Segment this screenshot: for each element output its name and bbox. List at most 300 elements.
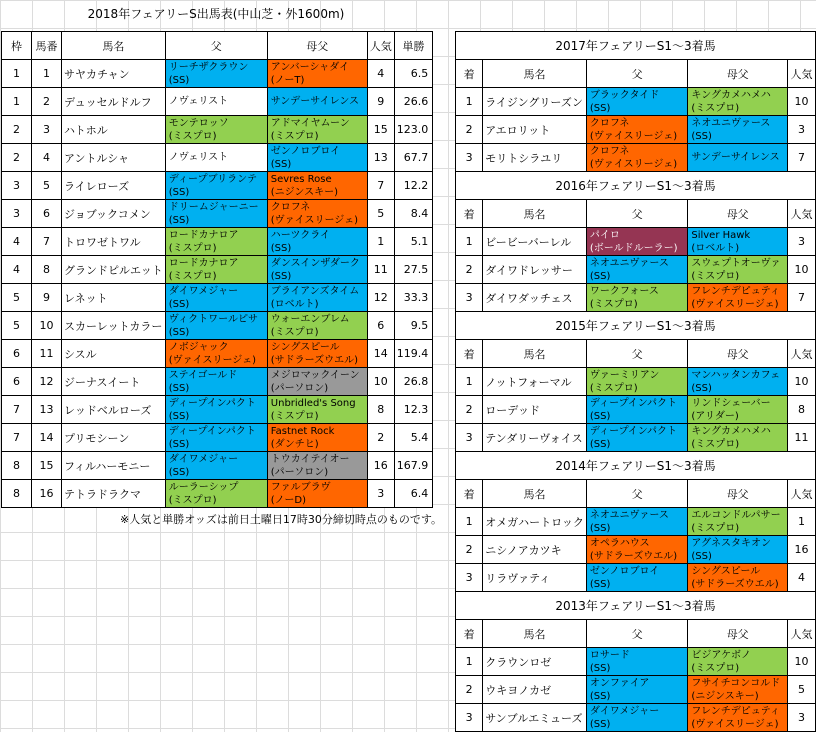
waku-cell: 3 (2, 172, 32, 200)
popularity-cell: 1 (367, 228, 394, 256)
sire-cell-line: リーチザクラウン (168, 61, 249, 73)
waku-cell: 8 (2, 480, 32, 508)
sire-cell-line: ネオユニヴァース (589, 257, 669, 269)
sire-cell-line: ディープインパクト (589, 425, 677, 437)
popularity-cell: 2 (367, 424, 394, 452)
rank-cell: 2 (456, 256, 483, 284)
bms-cell-line: クロフネ (270, 201, 311, 213)
popularity-cell: 14 (367, 340, 394, 368)
horse-name-cell: プリモシーン (62, 424, 166, 452)
umaban-cell: 16 (32, 480, 62, 508)
bms-cell-line: ハーツクライ (270, 229, 330, 241)
bms-cell-line: (ニジンスキー) (691, 690, 759, 702)
bms-cell-line: (ニジンスキー) (270, 186, 339, 198)
section-title-row (456, 312, 816, 340)
table-row (456, 424, 816, 452)
table-row (456, 144, 816, 172)
bms-cell (267, 312, 367, 340)
header-popularity: 人気 (788, 60, 816, 88)
umaban-cell: 15 (32, 452, 62, 480)
bms-cell-line: (SS) (691, 130, 712, 142)
odds-cell: 8.4 (394, 200, 433, 228)
table-row (2, 88, 433, 116)
table-row (2, 60, 433, 88)
rank-cell: 3 (456, 424, 483, 452)
bms-cell-line: (サドラーズウエル) (270, 354, 359, 366)
popularity-cell: 16 (367, 452, 394, 480)
table-row (2, 256, 433, 284)
sire-cell-line: ゼンノロブロイ (589, 565, 660, 577)
header-sire: 父 (586, 620, 687, 648)
section-header-row (456, 200, 816, 228)
popularity-cell: 12 (367, 284, 394, 312)
odds-cell: 5.1 (394, 228, 433, 256)
header-popularity: 人気 (788, 620, 816, 648)
sire-cell (165, 368, 267, 396)
waku-cell: 7 (2, 396, 32, 424)
waku-cell: 1 (2, 88, 32, 116)
sire-cell-line: モンテロッソ (168, 117, 229, 129)
header-sire: 父 (586, 480, 687, 508)
section-title-row (456, 32, 816, 60)
umaban-cell: 1 (32, 60, 62, 88)
bms-cell-line: ウォーエンブレム (270, 313, 350, 325)
rank-cell: 1 (456, 228, 483, 256)
bms-cell (267, 284, 367, 312)
table-row (456, 536, 816, 564)
bms-cell-line: ゼンノロブロイ (270, 145, 341, 157)
sire-cell-line: (SS) (168, 74, 190, 86)
bms-cell-line: エルコンドルパサー (691, 509, 781, 521)
horse-name-cell: シスル (62, 340, 166, 368)
bms-cell-line: キングカメハメハ (691, 425, 771, 437)
bms-cell-line: Unbridled's Song (270, 397, 356, 409)
sire-cell-line: クロフネ (589, 117, 630, 129)
horse-name-cell: アエロリット (483, 116, 587, 144)
table-row (456, 564, 816, 592)
popularity-cell: 1 (788, 508, 816, 536)
sire-cell-line: (SS) (168, 382, 190, 394)
horse-name-cell: レネット (62, 284, 166, 312)
horse-name-cell: ローデッド (483, 396, 587, 424)
rank-cell: 3 (456, 564, 483, 592)
header-name: 馬名 (483, 620, 587, 648)
sire-cell-line: ロードカナロア (168, 257, 239, 269)
section-header-row (456, 60, 816, 88)
umaban-cell: 6 (32, 200, 62, 228)
waku-cell: 2 (2, 116, 32, 144)
bms-cell (688, 564, 788, 592)
sire-cell-line: (SS) (589, 438, 611, 450)
popularity-cell: 10 (788, 368, 816, 396)
sire-cell-line: ワークフォース (589, 285, 659, 297)
rank-cell: 3 (456, 144, 483, 172)
sire-cell (165, 88, 267, 116)
sire-cell (586, 396, 687, 424)
sire-cell (586, 144, 687, 172)
bms-cell (688, 144, 788, 172)
odds-cell: 167.9 (394, 452, 433, 480)
section-title: 2015年フェアリーS1〜3着馬 (456, 312, 816, 340)
table-row (456, 648, 816, 676)
bms-cell (267, 144, 367, 172)
bms-cell-line: シングスピール (270, 341, 340, 353)
table-row (2, 144, 433, 172)
waku-cell: 6 (2, 340, 32, 368)
entry-header-row (2, 32, 433, 60)
sire-cell-line: ドリームジャーニー (168, 201, 259, 213)
sire-cell (165, 284, 267, 312)
bms-cell-line: フレンチデピュティ (691, 285, 780, 297)
table-row (2, 452, 433, 480)
table-row (2, 200, 433, 228)
sire-cell (586, 228, 687, 256)
bms-cell-line: ダンスインザダーク (270, 257, 360, 269)
bms-cell-line: ネオユニヴァース (691, 117, 771, 129)
waku-cell: 1 (2, 60, 32, 88)
header-rank: 着 (456, 60, 483, 88)
bms-cell (267, 172, 367, 200)
horse-name-cell: グランドピルエット (62, 256, 166, 284)
rank-cell: 1 (456, 508, 483, 536)
popularity-cell: 9 (367, 88, 394, 116)
horse-name-cell: ノットフォーマル (483, 368, 587, 396)
sire-cell (165, 396, 267, 424)
popularity-cell: 13 (367, 144, 394, 172)
table-row (2, 368, 433, 396)
bms-cell-line: (SS) (270, 158, 292, 170)
bms-cell (688, 424, 788, 452)
umaban-cell: 12 (32, 368, 62, 396)
popularity-cell: 5 (788, 676, 816, 704)
header-name: 馬名 (483, 340, 587, 368)
sire-cell (586, 256, 687, 284)
sire-cell-line: (ミスプロ) (589, 298, 638, 310)
sire-cell-line: ディープブリランテ (168, 173, 258, 185)
umaban-cell: 5 (32, 172, 62, 200)
bms-cell-line: トウカイテイオー (270, 453, 350, 465)
bms-cell-line: シングスピール (691, 565, 761, 577)
waku-cell: 3 (2, 200, 32, 228)
table-row (2, 396, 433, 424)
popularity-cell: 11 (367, 256, 394, 284)
bms-cell-line: (ヴァイスリージェ) (691, 298, 779, 310)
bms-cell (267, 88, 367, 116)
bms-cell-line: サンデーサイレンス (270, 96, 360, 107)
popularity-cell: 6 (367, 312, 394, 340)
bms-cell-line: (ミスプロ) (691, 438, 740, 450)
sire-cell-line: ノボジャック (168, 341, 229, 353)
sire-cell-line: ルーラーシップ (168, 481, 239, 493)
bms-cell (688, 648, 788, 676)
sire-cell-line: (ヴァイスリージェ) (168, 354, 256, 366)
sire-cell (165, 228, 267, 256)
popularity-cell: 5 (367, 200, 394, 228)
sire-cell (586, 564, 687, 592)
bms-cell-line: (アリダー) (691, 410, 739, 422)
waku-cell: 5 (2, 312, 32, 340)
section-title-row (456, 592, 816, 620)
sire-cell-line: (サドラーズウエル) (589, 550, 678, 562)
bms-cell (688, 284, 788, 312)
horse-name-cell: サヤカチャン (62, 60, 166, 88)
odds-cell: 6.5 (394, 60, 433, 88)
section-title: 2014年フェアリーS1〜3着馬 (456, 452, 816, 480)
sire-cell-line: (ミスプロ) (168, 494, 217, 506)
popularity-cell: 11 (788, 424, 816, 452)
bms-cell (267, 368, 367, 396)
bms-cell-line: (SS) (691, 382, 712, 394)
sire-cell-line: ダイワメジャー (168, 453, 239, 465)
rank-cell: 1 (456, 368, 483, 396)
bms-cell-line: (SS) (691, 550, 712, 562)
horse-name-cell: アントルシャ (62, 144, 166, 172)
umaban-cell: 11 (32, 340, 62, 368)
table-row (456, 704, 816, 732)
rank-cell: 1 (456, 648, 483, 676)
header-bms: 母父 (688, 620, 788, 648)
bms-cell-line: フレンチデピュティ (691, 705, 780, 717)
table-row (2, 312, 433, 340)
sire-cell-line: オペラハウス (589, 537, 650, 549)
bms-cell-line: (パーソロン) (270, 466, 329, 478)
table-row (2, 228, 433, 256)
rank-cell: 2 (456, 396, 483, 424)
section-title: 2016年フェアリーS1〜3着馬 (456, 172, 816, 200)
header-sire: 父 (586, 200, 687, 228)
sire-cell (586, 88, 687, 116)
header-bms: 母父 (688, 480, 788, 508)
header-bms: 母父 (688, 200, 788, 228)
odds-cell: 6.4 (394, 480, 433, 508)
bms-cell (688, 396, 788, 424)
header-rank: 着 (456, 200, 483, 228)
horse-name-cell: ライレローズ (62, 172, 166, 200)
bms-cell-line: Sevres Rose (270, 173, 332, 185)
table-row (2, 284, 433, 312)
bms-cell-line: (ミスプロ) (270, 410, 319, 422)
bms-cell-line: (ミスプロ) (270, 326, 319, 338)
bms-cell-line: (SS) (270, 270, 292, 282)
popularity-cell: 10 (788, 648, 816, 676)
sire-cell (586, 424, 687, 452)
umaban-cell: 14 (32, 424, 62, 452)
waku-cell: 6 (2, 368, 32, 396)
waku-cell: 5 (2, 284, 32, 312)
sire-cell-line: (SS) (589, 662, 611, 674)
sire-cell (165, 144, 267, 172)
section-header-row (456, 340, 816, 368)
popularity-cell: 3 (788, 228, 816, 256)
sire-cell-line: (SS) (589, 410, 611, 422)
sire-cell-line: ディープインパクト (168, 397, 256, 409)
sire-cell-line: ディープインパクト (589, 397, 677, 409)
bms-cell-line: (SS) (270, 242, 292, 254)
popularity-cell: 3 (788, 116, 816, 144)
header-odds: 単勝 (394, 32, 433, 60)
horse-name-cell: スカーレットカラー (62, 312, 166, 340)
sire-cell (586, 508, 687, 536)
horse-name-cell: ライジングリーズン (483, 88, 587, 116)
popularity-cell: 4 (788, 564, 816, 592)
odds-cell: 12.3 (394, 396, 433, 424)
sire-cell-line: (ミスプロ) (589, 382, 638, 394)
bms-cell-line: (ミスプロ) (691, 662, 740, 674)
horse-name-cell: ビービーバーレル (483, 228, 587, 256)
sire-cell-line: ネオユニヴァース (589, 509, 669, 521)
bms-cell (688, 88, 788, 116)
sire-cell (165, 256, 267, 284)
rank-cell: 2 (456, 676, 483, 704)
horse-name-cell: トロワゼトワル (62, 228, 166, 256)
horse-name-cell: テンダリーヴォイス (483, 424, 587, 452)
rank-cell: 3 (456, 704, 483, 732)
bms-cell-line: (ミスプロ) (691, 522, 740, 534)
horse-name-cell: レッドベルローズ (62, 396, 166, 424)
horse-name-cell: ダイワダッチェス (483, 284, 587, 312)
umaban-cell: 13 (32, 396, 62, 424)
bms-cell (688, 228, 788, 256)
rank-cell: 1 (456, 88, 483, 116)
sire-cell (586, 368, 687, 396)
sire-cell (165, 116, 267, 144)
header-name: 馬名 (62, 32, 166, 60)
table-row (456, 116, 816, 144)
bms-cell (267, 228, 367, 256)
table-row (2, 340, 433, 368)
popularity-cell: 4 (367, 60, 394, 88)
sire-cell-line: (SS) (168, 186, 190, 198)
sire-cell-line: ヴィクトワールピサ (168, 313, 258, 325)
odds-cell: 33.3 (394, 284, 433, 312)
bms-cell-line: リンドシェーバー (691, 397, 771, 409)
waku-cell: 8 (2, 452, 32, 480)
rank-cell: 2 (456, 536, 483, 564)
bms-cell-line: (ヴァイスリージェ) (270, 214, 358, 226)
bms-cell (688, 368, 788, 396)
sire-cell-line: (SS) (168, 466, 190, 478)
bms-cell (267, 200, 367, 228)
popularity-cell: 10 (788, 256, 816, 284)
table-row (2, 424, 433, 452)
header-sire: 父 (586, 60, 687, 88)
popularity-cell: 8 (788, 396, 816, 424)
header-name: 馬名 (483, 480, 587, 508)
horse-name-cell: クラウンロゼ (483, 648, 587, 676)
header-sire: 父 (165, 32, 267, 60)
header-name: 馬名 (483, 200, 587, 228)
header-popularity: 人気 (788, 200, 816, 228)
sire-cell-line: (SS) (168, 298, 190, 310)
odds-cell: 12.2 (394, 172, 433, 200)
bms-cell (267, 480, 367, 508)
section-header-row (456, 620, 816, 648)
header-rank: 着 (456, 620, 483, 648)
section-title: 2013年フェアリーS1〜3着馬 (456, 592, 816, 620)
umaban-cell: 10 (32, 312, 62, 340)
sire-cell-line: ダイワメジャー (168, 285, 239, 297)
sire-cell-line: ダイワメジャー (589, 705, 660, 717)
bms-cell (267, 396, 367, 424)
sire-cell (165, 424, 267, 452)
header-rank: 着 (456, 480, 483, 508)
sire-cell (165, 172, 267, 200)
bms-cell-line: サンデーサイレンス (691, 152, 780, 163)
sire-cell-line: (SS) (168, 438, 190, 450)
sire-cell-line: オンファイア (589, 677, 650, 689)
section-title: 2017年フェアリーS1〜3着馬 (456, 32, 816, 60)
umaban-cell: 8 (32, 256, 62, 284)
bms-cell-line: (ノーT) (270, 74, 305, 86)
sire-cell-line: ノヴェリスト (168, 152, 229, 163)
table-row (2, 172, 433, 200)
sire-cell-line: (ボールドルーラー) (589, 242, 678, 254)
bms-cell (267, 60, 367, 88)
bms-cell (688, 704, 788, 732)
bms-cell-line: (パーソロン) (270, 382, 329, 394)
bms-cell (267, 256, 367, 284)
sire-cell-line: (SS) (589, 102, 611, 114)
sire-cell-line: (ミスプロ) (168, 242, 217, 254)
bms-cell-line: マンハッタンカフェ (691, 369, 781, 381)
popularity-cell: 3 (367, 480, 394, 508)
sire-cell-line: (SS) (589, 522, 611, 534)
bms-cell-line: (ロベルト) (691, 242, 740, 254)
bms-cell-line: フサイチコンコルド (691, 677, 781, 689)
sire-cell-line: (SS) (589, 690, 611, 702)
table-row (456, 284, 816, 312)
popularity-cell: 7 (367, 172, 394, 200)
bms-cell-line: ファルブラヴ (270, 481, 331, 493)
sire-cell (165, 200, 267, 228)
sire-cell-line: ロサード (589, 649, 630, 661)
header-bms: 母父 (267, 32, 367, 60)
horse-name-cell: ハトホル (62, 116, 166, 144)
header-bms: 母父 (688, 340, 788, 368)
left-table-title: 2018年フェアリーS出馬表(中山芝・外1600m) (87, 7, 345, 21)
odds-cell: 119.4 (394, 340, 433, 368)
bms-cell-line: アンバーシャダイ (270, 61, 350, 73)
header-bms: 母父 (688, 60, 788, 88)
sire-cell (586, 536, 687, 564)
umaban-cell: 3 (32, 116, 62, 144)
sire-cell (165, 340, 267, 368)
sire-cell (586, 648, 687, 676)
sire-cell-line: (ミスプロ) (168, 130, 217, 142)
horse-name-cell: モリトシラユリ (483, 144, 587, 172)
popularity-cell: 10 (367, 368, 394, 396)
section-title-row (456, 452, 816, 480)
sire-cell-line: (SS) (168, 410, 190, 422)
sire-cell (586, 284, 687, 312)
table-row (456, 88, 816, 116)
sire-cell-line: パイロ (589, 229, 620, 241)
popularity-cell: 7 (788, 284, 816, 312)
sire-cell-line: (SS) (168, 214, 190, 226)
table-row (456, 508, 816, 536)
sire-cell-line: クロフネ (589, 145, 630, 157)
sire-cell-line: ステイゴールド (168, 369, 238, 381)
bms-cell (688, 536, 788, 564)
bms-cell-line: Fastnet Rock (270, 425, 335, 437)
umaban-cell: 9 (32, 284, 62, 312)
bms-cell-line: (ダンチヒ) (270, 438, 319, 450)
bms-cell (688, 508, 788, 536)
sire-cell (165, 312, 267, 340)
bms-cell (267, 424, 367, 452)
horse-name-cell: オメガハートロック (483, 508, 587, 536)
bms-cell-line: (サドラーズウエル) (691, 578, 779, 590)
